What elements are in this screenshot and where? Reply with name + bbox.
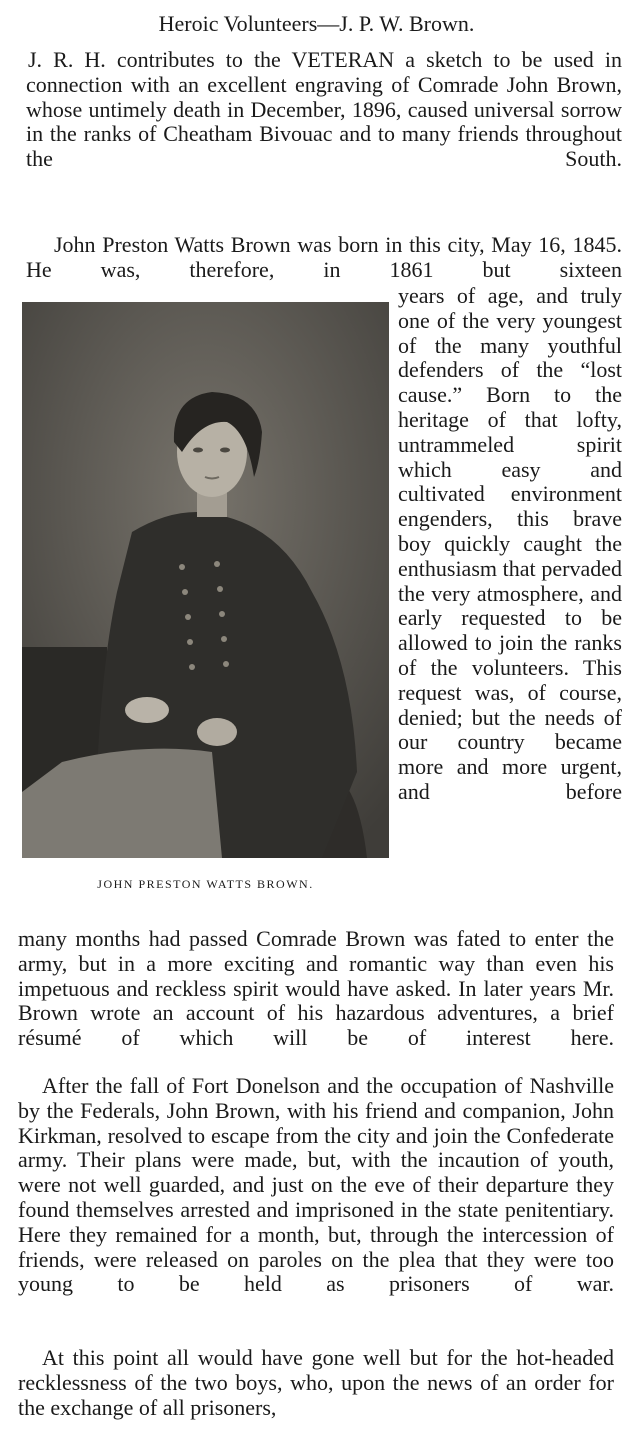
intro-paragraph: J. R. H. contributes to the VETERAN a sketch to be used in connection with an excellent engraving of Comrade John Brown, whose untimely death in December, 1896, caused universal sorrow in the ranks of Cheatham Bivouac and to many friends throughout the South. xyxy=(26,47,622,172)
article-title: Heroic Volunteers—J. P. W. Brown. xyxy=(158,11,475,36)
continuation-paragraph: many months had passed Comrade Brown was fated to enter the army, but in a more exciting and romantic way than even his impetuous and reckless spirit would have asked. In later years Mr. Brown wrote an account of his hazardous adventures, a brief résumé of which will be of interest here. xyxy=(18,926,614,1051)
portrait-image xyxy=(22,302,389,858)
escape-paragraph: After the fall of Fort Donelson and the occupation of Nashville by the Federals, John Brown, with his friend and companion, John Kirkman, resolved to escape from the city and join the Confederate army. Their plans were made, but, with the incaution of youth, were not well guarded, and just on the eve of their departure they found themselves arrested and imprisoned in the state penitentiary. Here they remained for a month, but, through the intercession of friends, were released on paroles on the plea that they were too young to be held as prisoners of war. xyxy=(18,1073,614,1297)
portrait-photo xyxy=(22,302,389,858)
birth-paragraph: John Preston Watts Brown was born in this city, May 16, 1845. He was, therefore, in 1861 but sixteen xyxy=(26,232,622,282)
wrapped-text-column: years of age, and truly one of the very youngest of the many youthful defenders of the “lost cause.” Born to the heritage of that lofty, untrammeled spirit which easy and cultivated environment engenders, this brave boy quickly caught the enthusiasm that pervaded the very atmosphere, and early requested to be allowed to join the ranks of the volunteers. This request was, of course, denied; but the needs of our country became more and more urgent, and before xyxy=(398,283,622,804)
final-paragraph: At this point all would have gone well but for the hot-headed recklessness of the two boys, who, upon the news of an order for the exchange of all prisoners, xyxy=(18,1345,614,1420)
photo-caption: JOHN PRESTON WATTS BROWN. xyxy=(97,877,314,891)
